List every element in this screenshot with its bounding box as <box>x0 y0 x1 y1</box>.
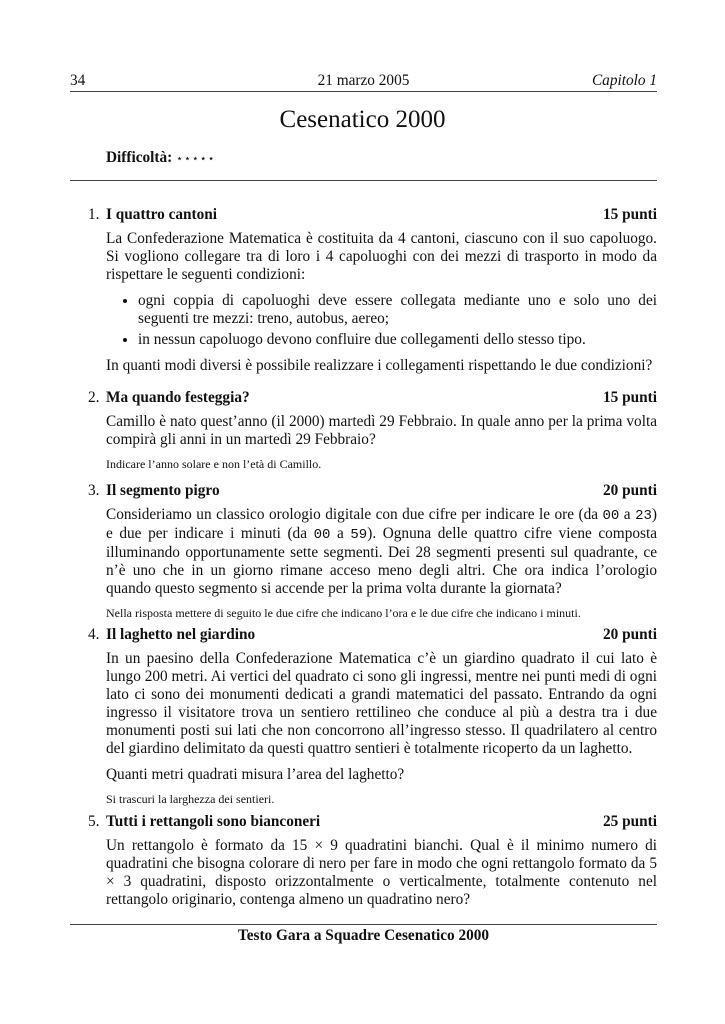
problem-number: 5. <box>88 813 100 830</box>
page-title: Cesenatico 2000 <box>279 106 446 133</box>
header-chapter: Capitolo 1 <box>591 72 657 89</box>
page-footer: Testo Gara a Squadre Cesenatico 2000 <box>237 927 490 944</box>
text-segment: a <box>619 506 636 523</box>
problem-2 <box>70 389 657 472</box>
problem-title: Il laghetto nel giardino <box>106 626 256 643</box>
digits: 59 <box>350 527 368 543</box>
difficulty-label: Difficoltà: <box>106 149 173 166</box>
problem-number: 1. <box>88 206 100 223</box>
star-icons: ⋆⋆⋆⋆⋆ <box>176 153 216 165</box>
running-header <box>70 72 657 90</box>
problem-number: 2. <box>88 389 100 406</box>
problem-text: In un paesino della Confederazione Matematica c’è un giardino quadrato il cui lato è lungo 200 metri. Ai vertici del quadrato ci sono gli ingressi, mentre nei punti medi di ogni lato ci sono dei monumenti dedicati a grandi matematici del passato. Entrando da ogni ingresso il visitatore trova un sentiero rettilineo che conduce al più a destra tra i due monumenti posti sui lati che non concorrono all’ingresso stesso. Il quadrilatero al centro del giardino delimitato da questi quattro sentieri è totalmente ricoperto da un laghetto. <box>106 650 657 757</box>
problem-points: 15 punti <box>603 206 657 223</box>
problem-5 <box>70 813 657 917</box>
problem-number: 3. <box>88 482 100 499</box>
problem-note: Si trascuri la larghezza dei sentieri. <box>106 792 275 806</box>
problem-number: 4. <box>88 626 100 643</box>
page-number: 34 <box>70 72 86 89</box>
problem-question: Quanti metri quadrati misura l’area del laghetto? <box>106 766 405 783</box>
problem-title: I quattro cantoni <box>106 206 218 223</box>
problem-question: In quanti modi diversi è possibile realizzare i collegamenti rispettando le due condizioni? <box>106 357 653 374</box>
problem-note: Indicare l’anno solare e non l’età di Camillo. <box>106 457 322 471</box>
problem-text: Camillo è nato quest’anno (il 2000) martedì 29 Febbraio. In quale anno per la prima volta compirà gli anni in un martedì 29 Febbraio? <box>106 413 657 448</box>
problem-text <box>106 506 657 598</box>
problem-points: 15 punti <box>603 389 657 406</box>
footer-rule <box>70 924 657 925</box>
digits: 00 <box>313 527 331 543</box>
problem-note: Nella risposta mettere di seguito le due cifre che indicano l’ora e le due cifre che indicano i minuti. <box>106 606 581 620</box>
problem-4 <box>70 626 657 807</box>
digits: 23 <box>635 508 652 524</box>
problem-1 <box>70 206 657 383</box>
problem-points: 20 punti <box>603 482 657 499</box>
problem-title: Ma quando festeggia? <box>106 389 250 406</box>
problem-text: Un rettangolo è formato da 15 × 9 quadratini bianchi. Qual è il minimo numero di quadratini che bisogna colorare di nero per fare in modo che ogni rettangolo formato da 5 × 3 quadratini, disposto orizzontalmente o verticalmente, totalmente contenuto nel rettangolo originario, contenga almeno un quadratino nero? <box>106 837 657 908</box>
problem-title: Il segmento pigro <box>106 482 220 499</box>
text-segment: ) e due per indicare i minuti (da <box>106 506 657 542</box>
list-item: • ogni coppia di capoluoghi deve essere collegata mediante uno e solo uno dei seguenti tre mezzi: treno, autobus, aereo; <box>138 292 657 328</box>
header-rule <box>70 91 657 92</box>
header-date: 21 marzo 2005 <box>317 72 410 89</box>
text-segment: Consideriamo un classico orologio digitale con due cifre per indicare le ore (da <box>106 506 603 523</box>
problem-3 <box>70 482 657 621</box>
section-rule <box>70 180 657 181</box>
problem-title: Tutti i rettangoli sono bianconeri <box>106 813 321 830</box>
digits: 00 <box>602 508 620 524</box>
text-segment: ). Ognuna delle quattro cifre viene composta illuminando opportunamente sette segmenti. Dei 28 segmenti presenti sul quadrante, ce n’è uno che in un giorno rimane acceso meno degli altri. Che ora indica l’orologio quando questo segmento si accende per la prima volta durante la giornata? <box>106 525 657 597</box>
difficulty <box>106 149 216 167</box>
problem-text: La Confederazione Matematica è costituita da 4 cantoni, ciascuno con il suo capoluogo. Si vogliono collegare tra di loro i 4 capoluoghi con dei mezzi di trasporto in modo da rispettare le seguenti condizioni: <box>106 230 657 283</box>
problem-points: 20 punti <box>603 626 657 643</box>
problem-points: 25 punti <box>603 813 657 830</box>
text-segment: a <box>330 525 351 542</box>
list-item: • in nessun capoluogo devono confluire due collegamenti dello stesso tipo. <box>138 331 657 349</box>
